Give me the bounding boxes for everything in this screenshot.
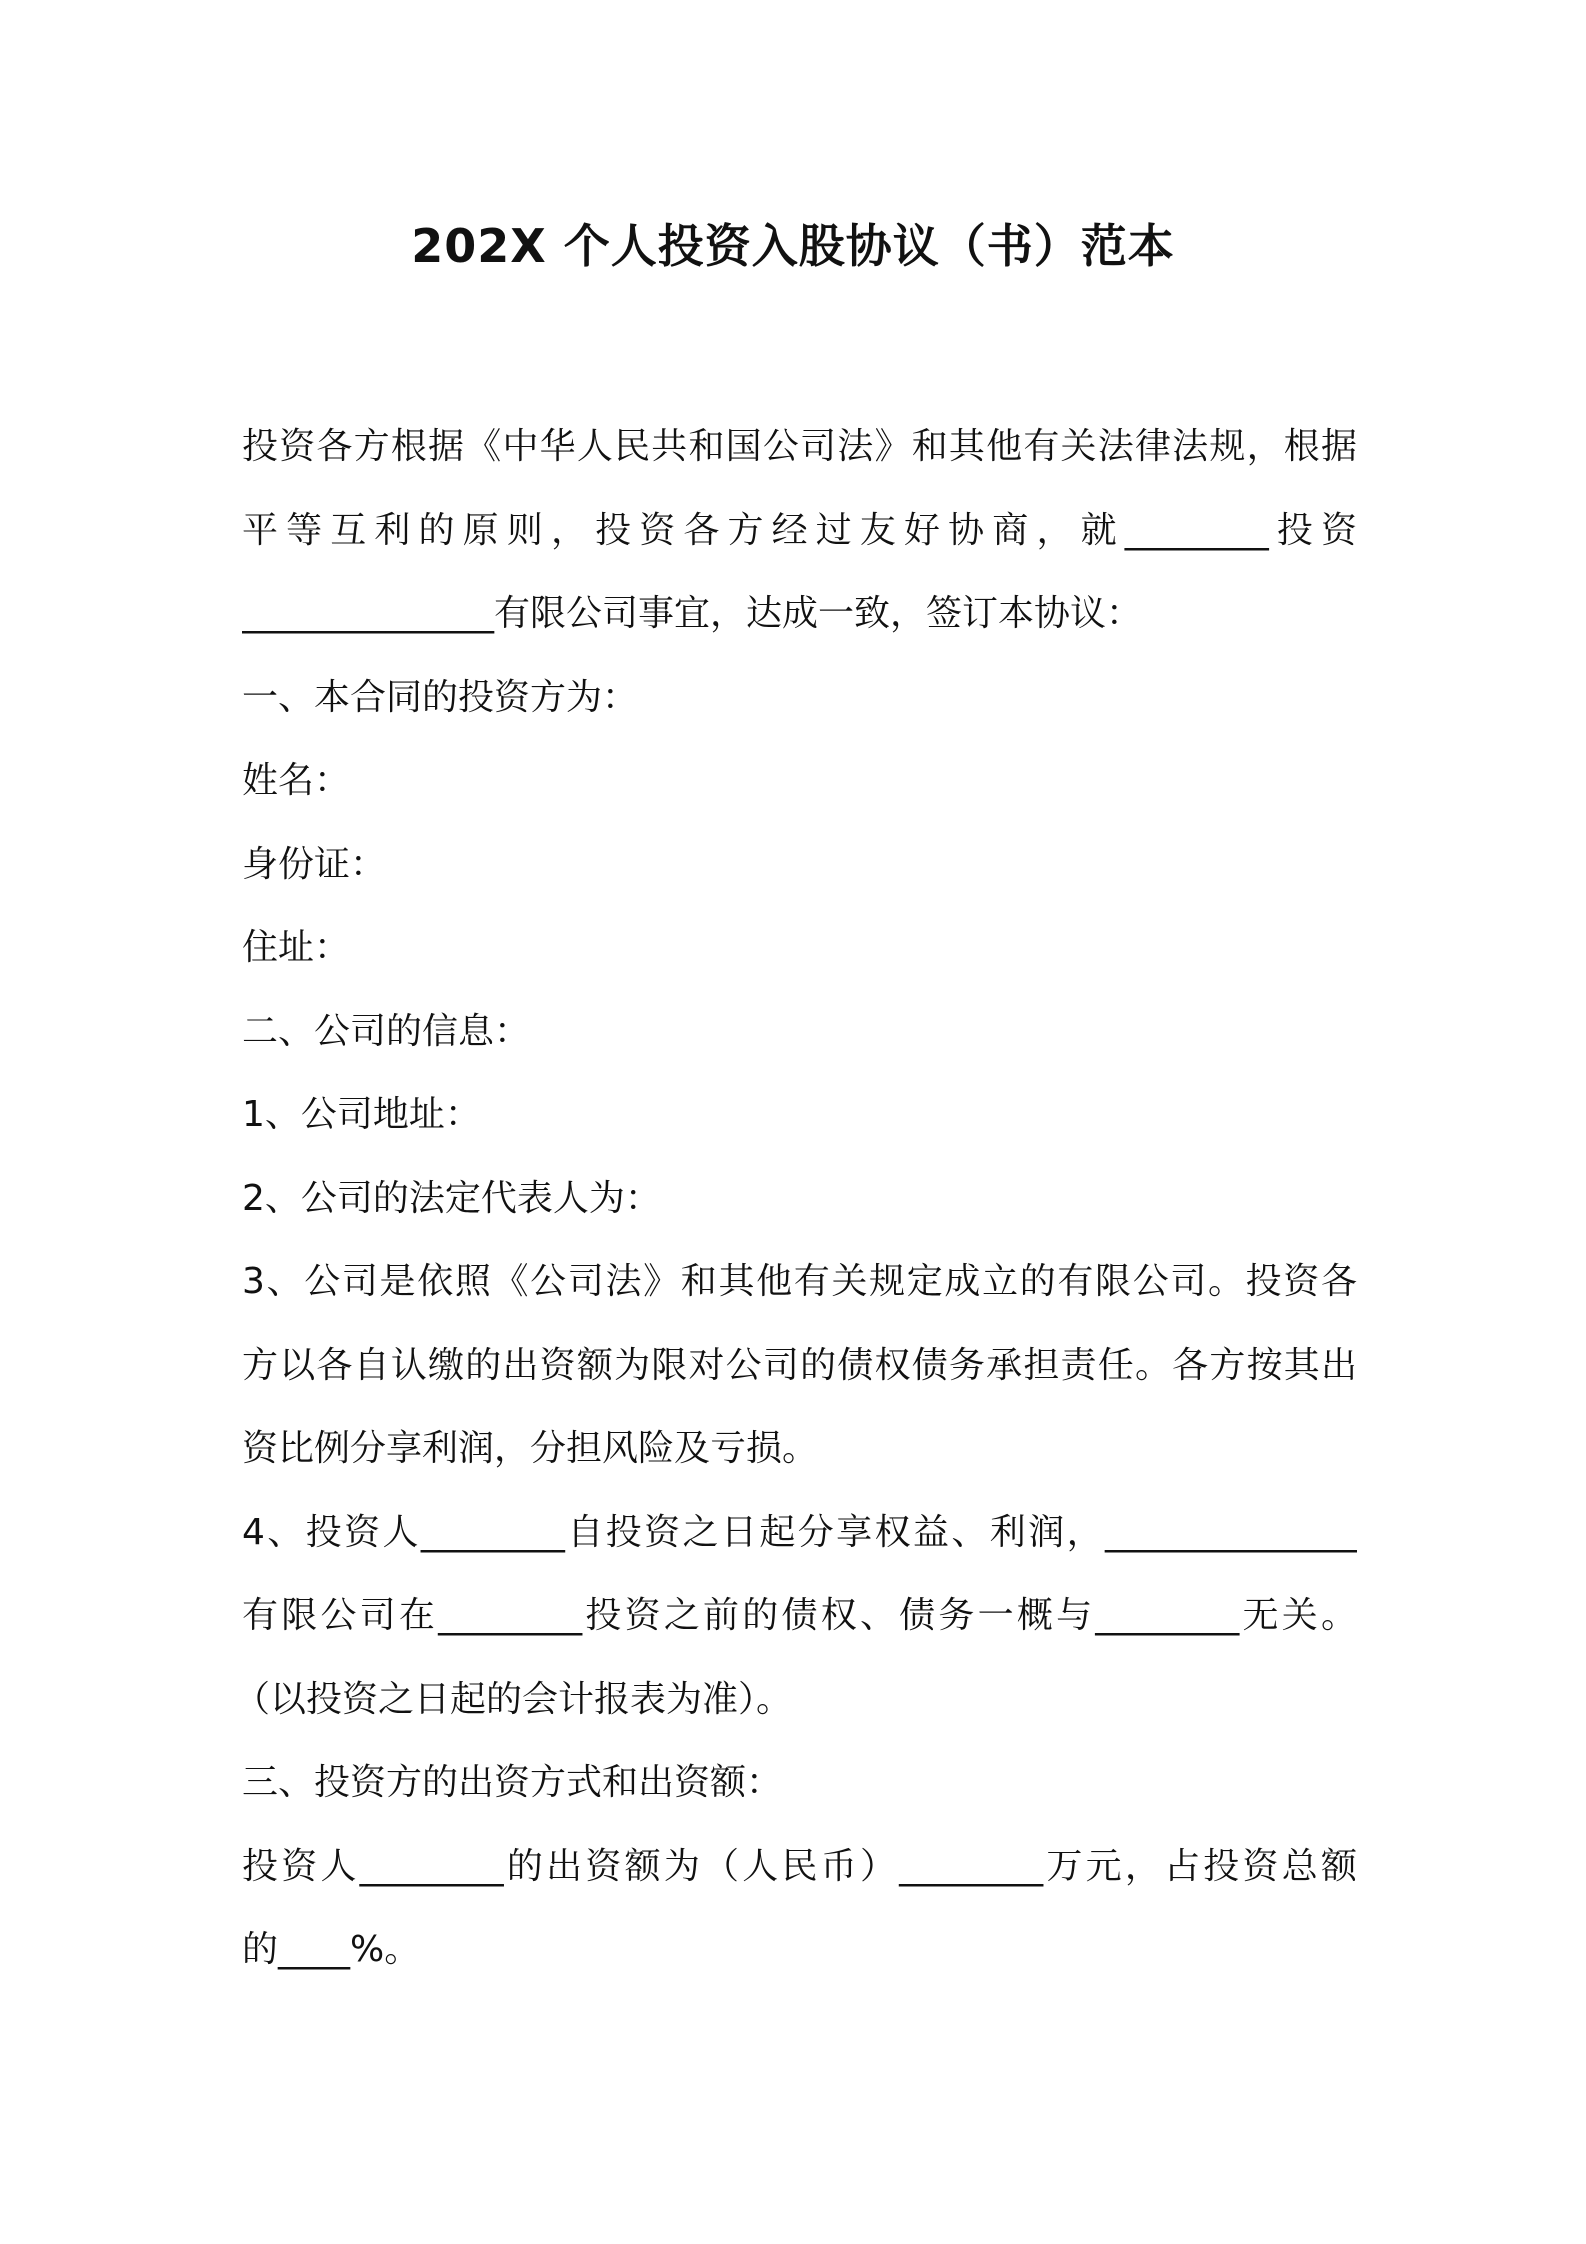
field-label-name: 姓名： [242,760,351,801]
paragraph-line: 有限公司在________投资之前的债权、债务一概与________无关。 [242,1595,1357,1636]
section-heading: 三、投资方的出资方式和出资额： [242,1762,783,1803]
section-heading: 二、公司的信息： [242,1010,531,1052]
paragraph-line: ______________有限公司事宜，达成一致，签订本协议： [242,593,1143,634]
list-item: 1、公司地址： [242,1094,481,1135]
paragraph-line: 资比例分享利润，分担风险及亏损。 [242,1428,819,1469]
paragraph-line: （以投资之日起的会计报表为准）。 [234,1678,793,1720]
paragraph-line: 平等互利的原则，投资各方经过友好协商，就________投资 [242,509,1357,551]
document-body [234,405,1357,1992]
list-item: 2、公司的法定代表人为： [242,1177,661,1219]
paragraph-line: 投资人________的出资额为（人民币）________万元，占投资总额 [242,1845,1357,1887]
paragraph-line: 投资各方根据《中华人民共和国公司法》和其他有关法律法规，根据 [242,426,1357,467]
field-label-id-card: 身份证： [242,843,387,885]
document-title: 202X 个人投资入股协议（书）范本 [411,219,1175,273]
list-item: 3、公司是依照《公司法》和其他有关规定成立的有限公司。投资各 [242,1261,1357,1302]
list-item: 4、投资人________自投资之日起分享权益、利润，______________ [242,1511,1357,1553]
paragraph-line: 方以各自认缴的出资额为限对公司的债权债务承担责任。各方按其出 [242,1344,1357,1386]
field-label-address: 住址： [242,927,351,968]
section-heading: 一、本合同的投资方为： [242,676,639,718]
paragraph-line: 的____%。 [242,1929,421,1970]
